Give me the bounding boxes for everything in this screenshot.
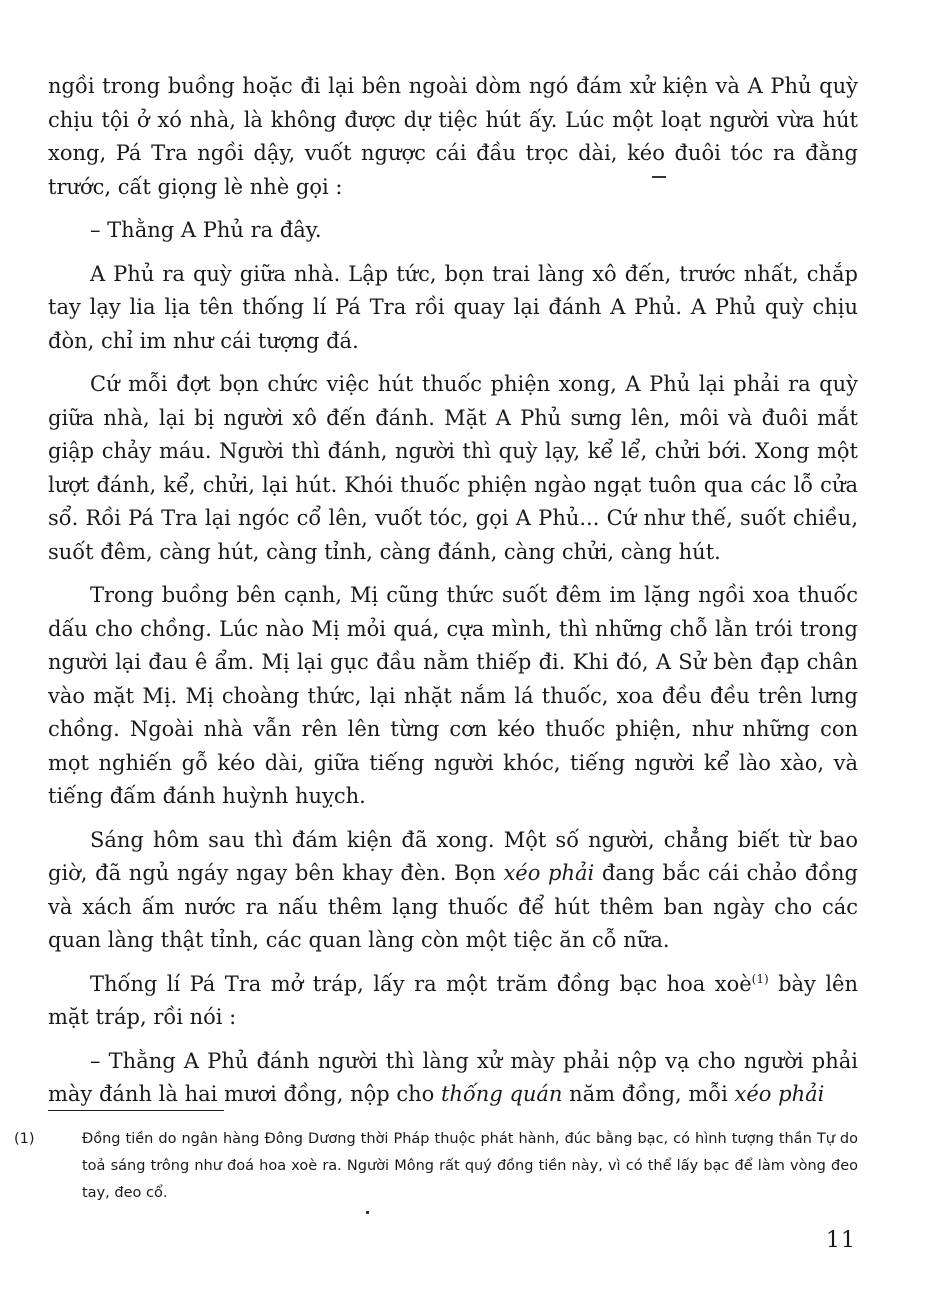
footnote-marker: (1) [14,1131,35,1147]
paragraph-6-part-b: đang bắc cái chảo đồng và xách ấm nước ra nấu thêm lạng thuốc để hút thêm ban ngày cho các quan làng thật tỉnh, các quan làng còn một tiệc ăn cỗ nữa. [48,861,858,952]
paragraph-4: Cứ mỗi đợt bọn chức việc hút thuốc phiện xong, A Phủ lại phải ra quỳ giữa nhà, lại bị người xô đến đánh. Mặt A Phủ sưng lên, môi và đuôi mắt giập chảy máu. Người thì đánh, người thì quỳ lạy, kể lể, chửi bới. Xong một lượt đánh, kể, chửi, lại hút. Khói thuốc phiện ngào ngạt tuôn qua các lỗ cửa sổ. Rồi Pá Tra lại ngóc cổ lên, vuốt tóc, gọi A Phủ... Cứ như thế, suốt chiều, suốt đêm, càng hút, càng tỉnh, càng đánh, càng chửi, càng hút. [48,372,858,564]
footnote-divider [48,1110,224,1111]
paragraph-6-part-a: Sáng hôm sau thì đám kiện đã xong. Một số người, chẳng biết từ bao giờ, đã ngủ ngáy ngay bên khay đèn. Bọn [48,827,858,885]
page-number: 11 [826,1228,856,1253]
paragraph-7-part-a: Thống lí Pá Tra mở tráp, lấy ra một trăm đồng bạc hoa xoè [90,971,752,996]
paragraph-6-italic: xéo phải [503,861,595,885]
paragraph-7-part-b: bày lên mặt tráp, rồi nói : [48,971,858,1029]
paragraph-8-part-b: năm đồng, mỗi [562,1082,735,1106]
paragraph-8-italic-1: thống quán [440,1082,563,1106]
footnote [14,1126,858,1207]
paragraph-3: A Phủ ra quỳ giữa nhà. Lập tức, bọn trai làng xô đến, trước nhất, chắp tay lạy lia lịa tên thống lí Pá Tra rồi quay lại đánh A Phủ. A Phủ quỳ chịu đòn, chỉ im như cái tượng đá. [48,261,858,353]
footnote-text: Đồng tiền do ngân hàng Đông Dương thời Pháp thuộc phát hành, đúc bằng bạc, có hình tượng thần Tự do toả sáng trông như đoá hoa xoè ra. Người Mông rất quý đồng tiền này, vì có thể lấy bạc để làm vòng đeo tay, đeo cổ. [82,1131,858,1201]
body-text [48,70,858,1112]
scan-speck [366,1211,369,1214]
paragraph-8 [48,1045,858,1112]
footnote-body [14,1126,858,1207]
paragraph-5: Trong buồng bên cạnh, Mị cũng thức suốt đêm im lặng ngồi xoa thuốc dấu cho chồng. Lúc nào Mị mỏi quá, cựa mình, thì những chỗ lằn trói trong người lại đau ê ẩm. Mị lại gục đầu nằm thiếp đi. Khi đó, A Sử bèn đạp chân vào mặt Mị. Mị choàng thức, lại nhặt nắm lá thuốc, xoa đều đều trên lưng chồng. Ngoài nhà vẫn rên lên từng cơn kéo thuốc phiện, như những con mọt nghiến gỗ kéo dài, giữa tiếng người khóc, tiếng người kể lào xào, và tiếng đấm đánh huỳnh huỵch. [48,583,858,808]
paragraph-8-italic-2: xéo phải [734,1082,825,1106]
paragraph-1: ngồi trong buồng hoặc đi lại bên ngoài dòm ngó đám xử kiện và A Phủ quỳ chịu tội ở xó nhà, là không được dự tiệc hút ấy. Lúc một loạt người vừa hút xong, Pá Tra ngồi dậy, vuốt ngược cái đầu trọc dài, kéo đuôi tóc ra đằng trước, cất giọng lè nhè gọi : [48,74,858,199]
paragraph-2: – Thằng A Phủ ra đây. [90,218,322,242]
footnote-reference: (1) [751,971,769,986]
paragraph-7 [48,968,858,1035]
paragraph-8-part-a: – Thằng A Phủ đánh người thì làng xử mày phải nộp vạ cho người phải mày đánh là hai mươi đồng, nộp cho [48,1048,858,1106]
scan-speck [652,176,666,178]
paragraph-6 [48,824,858,958]
